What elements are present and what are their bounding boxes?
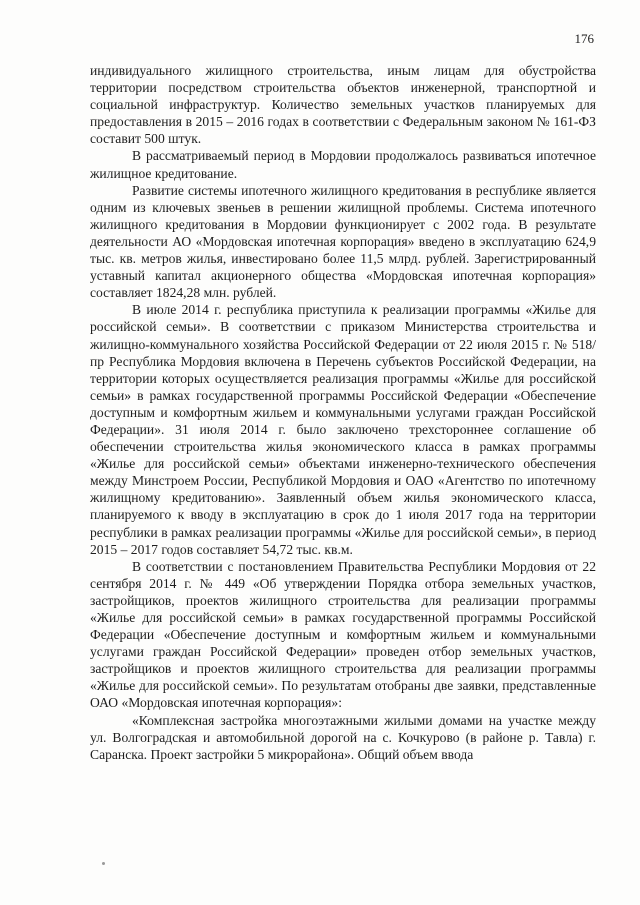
page-number: 176 — [574, 31, 594, 46]
paragraph: индивидуального жилищного строительства, иным лицам для обустройства территории посредством строительства объектов инженерной, транспортной и социальной инфраструктур. Количество земельных участков планируемых для предоставления в 2015 – 2016 годах в соответствии с Федеральным законом № 161-ФЗ составит 500 штук. — [90, 63, 596, 147]
paragraph: Развитие системы ипотечного жилищного кредитования в республике является одним из ключевых звеньев в решении жилищной проблемы. Система ипотечного жилищного кредитования в Мордовии функционирует с 2002 года. В результате деятельности АО «Мордовская ипотечная корпорация» введено в эксплуатацию 624,9 тыс. кв. метров жилья, инвестировано более 11,5 млрд. рублей. Зарегистрированный уставный капитал акционерного общества «Мордовская ипотечная корпорация» составляет 1824,28 млн. рублей. — [90, 182, 596, 301]
body-text — [90, 62, 596, 763]
scan-speck — [102, 862, 105, 865]
paragraph: «Комплексная застройка многоэтажными жилыми домами на участке между ул. Волгоградская и автомобильной дорогой на с. Кочкурово (в районе р. Тавла) г. Саранска. Проект застройки 5 микрорайона». Общий объем ввода — [90, 712, 596, 762]
paragraph: В рассматриваемый период в Мордовии продолжалось развиваться ипотечное жилищное кредитование. — [90, 148, 596, 181]
paragraph: В соответствии с постановлением Правительства Республики Мордовия от 22 сентября 2014 г. № 449 «Об утверждении Порядка отбора земельных участков, застройщиков, проектов жилищного строительства для реализации программы «Жилье для российской семьи» в рамках государственной программы Российской Федерации «Обеспечение доступным и комфортным жильем и коммунальными услугами граждан Российской Федерации» проведен отбор земельных участков, застройщиков и проектов жилищного строительства для реализации программы «Жилье для российской семьи». По результатам отобраны две заявки, представленные ОАО «Мордовская ипотечная корпорация»: — [90, 558, 596, 711]
paragraph: В июле 2014 г. республика приступила к реализации программы «Жилье для российской семьи». В соответствии с приказом Министерства строительства и жилищно-коммунального хозяйства Российской Федерации от 22 июля 2015 г. № 518/пр Республика Мордовия включена в Перечень субъектов Российской Федерации, на территории которых осуществляется реализация программы «Жилье для российской семьи» в рамках государственной программы Российской Федерации «Обеспечение доступным и комфортным жильем и коммунальными услугами граждан Российской Федерации». 31 июля 2014 г. было заключено трехстороннее соглашение об обеспечении строительства жилья экономического класса в рамках программы «Жилье для российской семьи» объектами инженерно-технического обеспечения между Минстроем России, Республикой Мордовия и ОАО «Агентство по ипотечному жилищному кредитованию». Заявленный объем жилья экономического класса, планируемого к вводу в эксплуатацию в срок до 1 июля 2017 года на территории республики в рамках реализации программы «Жилье для российской семьи», в период 2015 – 2017 годов составляет 54,72 тыс. кв.м. — [90, 302, 596, 557]
